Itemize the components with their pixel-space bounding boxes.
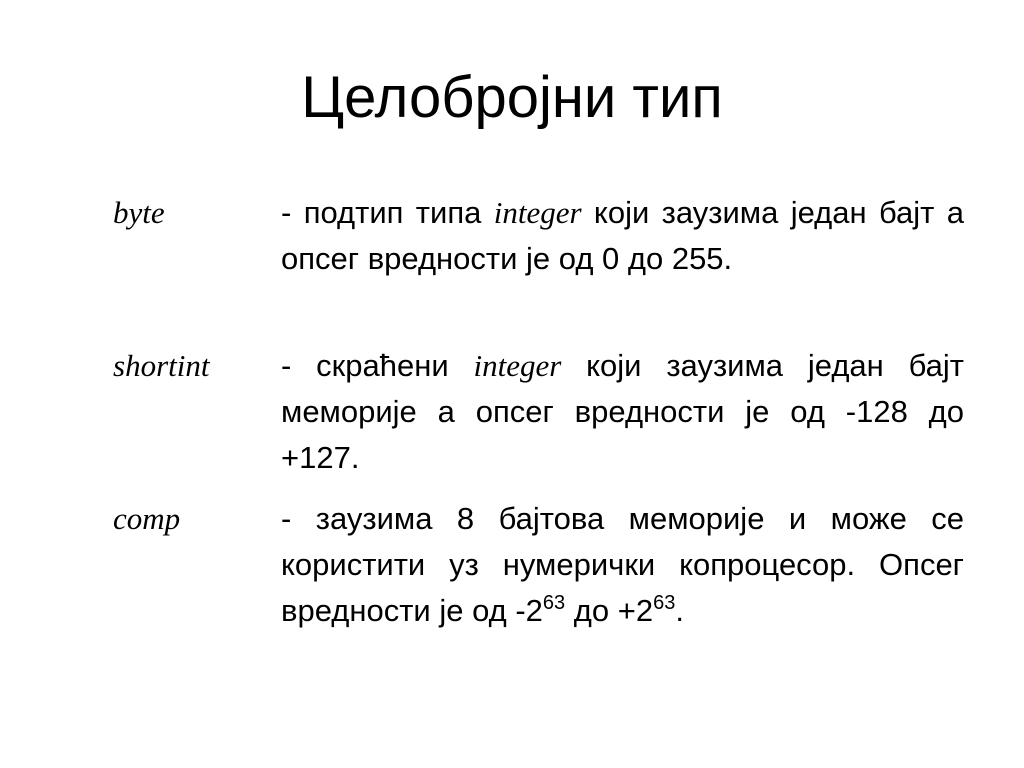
description-text: - скраћени <box>281 348 474 383</box>
description-text: који заузима један бајт меморије а опсег вредности је од -128 до +127. <box>281 348 964 475</box>
description-text: . <box>675 593 684 628</box>
term-comp: comp <box>113 501 181 536</box>
slide-title: Целобројни тип <box>301 65 723 130</box>
description-comp <box>281 496 964 634</box>
term-shortint: shortint <box>113 348 210 383</box>
term-byte: byte <box>113 195 165 230</box>
exponent: 63 <box>542 592 566 614</box>
description-text: који заузима један бајт а опсег вредности је од 0 до 255. <box>281 195 964 276</box>
description-text: - подтип типа <box>281 195 494 230</box>
description-text: - заузима 8 бајтова меморије и може се користити уз нумерички копроцесор. Опсег вредности је од -2 <box>281 501 964 628</box>
description-text: до +2 <box>565 593 654 628</box>
keyword-integer: integer <box>493 195 582 230</box>
description-byte <box>281 190 964 282</box>
exponent: 63 <box>653 592 676 614</box>
keyword-integer: integer <box>473 348 562 383</box>
description-shortint <box>281 343 964 481</box>
